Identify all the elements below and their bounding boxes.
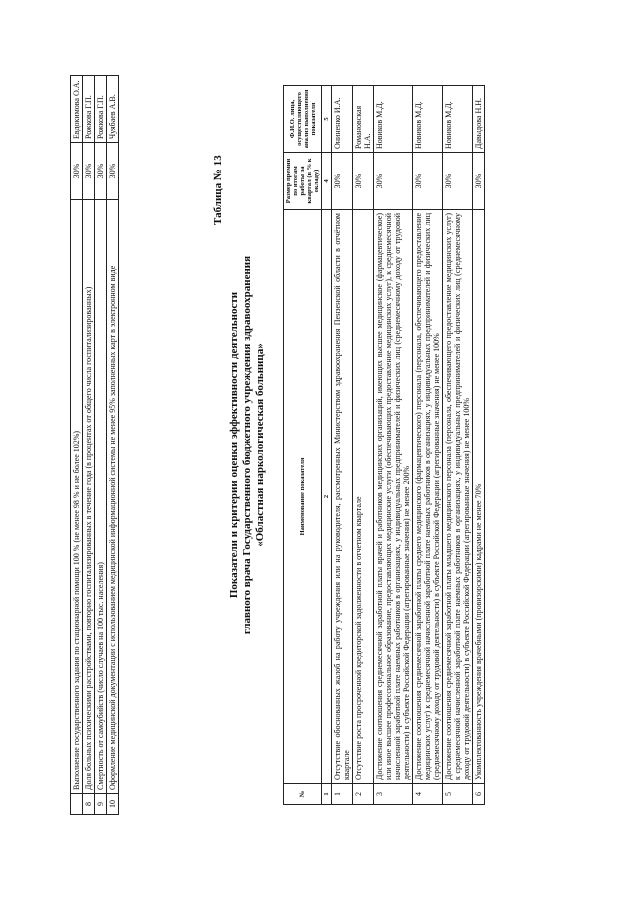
bonus-percent: 30% [413,153,443,210]
row-number: 3 [374,784,413,805]
col-number: 4 [322,153,332,210]
table-row [473,86,485,805]
row-number: 2 [353,784,374,805]
responsible-person: Рожкова Г.П. [83,76,95,143]
indicator-text: Достижение соотношения среднемесячной заработной платы среднего медицинского (фармацевтического) персонала (персонала, обеспечивающего предоставление медицинских услуг) к среднемесячной начисленной заработной плате наемных работников в организациях, у индивидуальных предпринимателей и физических лиц (среднемесячному доходу от трудовой деятельности) в субъекте Российской Федерации (агрегированные значения) не менее 100% [413,210,443,784]
col-number: 1 [322,784,332,805]
bonus-percent: 30% [83,143,95,200]
bonus-percent: 30% [71,143,83,200]
header-name: Наименование показателя [284,210,322,784]
responsible-person: Рожкова Г.П. [95,76,107,143]
heading-line-1: Показатели и критерии оценки эффективности деятельности [228,291,240,599]
indicator-text: Смертность от самоубийств (число случаев на 100 тыс. населения) [95,200,107,794]
indicator-text: Отсутствие роста просроченной кредиторской задолженности в отчетном квартале [353,210,374,784]
responsible-person: Романовская Н.А. [353,86,374,153]
responsible-person: Новиков М.Д. [443,86,473,153]
row-number: 4 [413,784,443,805]
row-number: 5 [443,784,473,805]
table-number: Таблица № 13 [212,155,224,225]
table-row [443,86,473,805]
row-number: 9 [95,794,107,815]
responsible-person: Новиков М.Д. [413,86,443,153]
responsible-person: Новиков М.Д. [374,86,413,153]
indicator-text: Отсутствие обоснованных жалоб на работу учреждения или на руководителя, рассмотренных Министерством здравоохранения Пензенской области в отчётном квартале [332,210,353,784]
header-size: Размер премии по итогам работы за квартал (в % к окладу) [284,153,322,210]
header-num: № [284,784,322,805]
bonus-percent: 30% [353,153,374,210]
heading-line-2: главного врача Государственного бюджетного учреждения здравоохранения [241,255,253,635]
indicators-table [283,85,485,805]
indicator-text: Укомплектованность учреждения врачебными (провизорскими) кадрами не менее 70% [473,210,485,784]
indicator-text: Выполнение государственного задания по стационарной помощи 100 % (не менее 98 % и не более 102%) [71,200,83,794]
table-row [413,86,443,805]
bonus-percent: 30% [374,153,413,210]
bonus-percent: 30% [332,153,353,210]
table-row [95,76,107,815]
responsible-person: Давыдова Н.Н. [473,86,485,153]
indicator-text: Оформление медицинской документации с использованием медицинской информационной системы не менее 95% заполненных карт в электронном виде [107,200,119,794]
col-number: 5 [322,86,332,153]
bonus-percent: 30% [107,143,119,200]
table-row [71,76,83,815]
row-number: 8 [83,794,95,815]
row-number: 10 [107,794,119,815]
row-number [71,794,83,815]
column-numbers-row [322,86,332,805]
header-fio: Ф.И.О. лица, осуществляющего анализ выполнения показателя [284,86,322,153]
row-number: 6 [473,784,485,805]
responsible-person: Ониненко И.А. [332,86,353,153]
bonus-percent: 30% [443,153,473,210]
indicator-text: Доля больных психическими расстройствами, повторно госпитализированных в течение года (в процентах от общего числа госпитализированных) [83,200,95,794]
indicator-text: Достижение соотношения среднемесячной заработной платы младшего медицинского персонала (персонала, обеспечивающего предоставление медицинских услуг) к среднемесячной начисленной заработной плате наемных работников в организациях, у индивидуальных предпринимателей и физических лиц (среднемесячному доходу от трудовой деятельности) в субъекте Российской Федерации (агрегированные значения) не менее 100% [443,210,473,784]
bonus-percent: 30% [473,153,485,210]
table-heading [228,85,267,805]
header-row [284,86,322,805]
heading-line-3: «Областная наркологическая больница» [254,343,266,547]
table-row [107,76,119,815]
col-number: 2 [322,210,332,784]
bonus-percent: 30% [95,143,107,200]
table-row [374,86,413,805]
responsible-person: Евдокимова О.А. [71,76,83,143]
top-table [70,75,119,815]
table-row [83,76,95,815]
row-number: 1 [332,784,353,805]
table-row [353,86,374,805]
table-row [332,86,353,805]
responsible-person: Чуябаев А.В. [107,76,119,143]
indicator-text: Достижение соотношения среднемесячной заработной платы врачей и работников медицинских организаций, имеющих высшее медицинское (фармацевтическое) или иное высшее профессиональное образование, предоставляющих медицинские услуги (обеспечивающих предоставление медицинских услуг), к среднемесячной начисленной заработной плате наемных работников в организациях, у индивидуальных предпринимателей и физических лиц (среднемесячному доходу от трудовой деятельности) в субъекте Российской Федерации (агрегированные значения) не менее 200% [374,210,413,784]
